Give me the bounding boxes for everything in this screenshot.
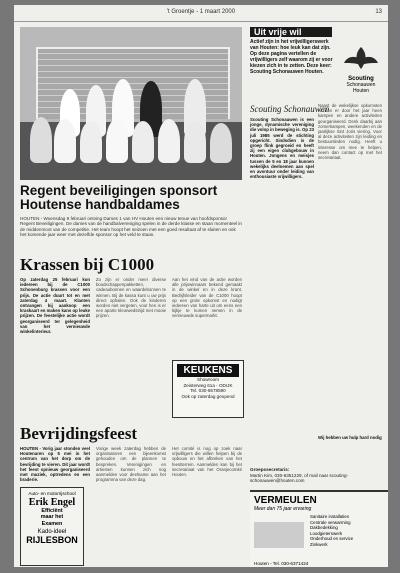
driving-school-line-1: Auto- en motorrijschool [28,491,76,496]
page-number: 13 [375,9,382,15]
driving-school-tag-1: Efficiënt [41,508,63,514]
scouting-column-2: Naast de wekelijkse opkomsten worden er door het jaar heen kampen en andere activiteiten georganiseerd. Denk daarbij aan zomerkampen, weekenden en de jaarlijkse Sint Joris viering. Voor al deze activiteiten zijn leiding en bestuursleden nodig. Heeft u interesse om mee te helpen, neem dan contact op met het secretariaat. [318,103,382,161]
scouting-column-1 [250,117,314,462]
player-figure [184,121,206,163]
scouting-text-1: Scouting Schonauwen is een jonge, dynamische vereniging die volop in beweging is. Op 23 juli 1985 werd de stichting opgericht. Sindsdien is de groep flink gegroeid en heeft zij een eigen clubgebouw in Houten. Jongens en meisjes tussen de 5 en 18 jaar kunnen wekelijks deelnemen aan spel en avontuur onder leiding van enthousiaste vrijwilligers. [250,117,314,180]
vermeulen-service: Sanitaire installaties [310,514,350,519]
vermeulen-ad[interactable] [250,490,388,567]
scouting-closing: Wij hebben uw hulp hard nodig [318,435,382,440]
keukens-logo: KEUKENS [177,364,239,377]
vermeulen-service: Loodgieterswerk [310,530,343,536]
vermeulen-van-image [254,522,304,548]
krassen-column-1 [20,277,90,417]
bevrijding-column-2: Vorige week zaterdag hebben de organisatoren een bijeenkomst gehouden om de plannen te bespreken. Verenigingen en artiesten kunnen zich nog aanmelden voor deelname aan het programma van deze dag. [96,446,166,483]
contact-body: Martin Kim, 030-6351229, of mail naar scouting-schonauwen@houten.com [250,472,349,484]
player-figure [106,119,128,163]
vermeulen-title: VERMEULEN [254,495,317,506]
player-figure [80,121,102,163]
player-figure [132,121,154,163]
vermeulen-subtitle: Meer dan 75 jaar ervaring [254,506,312,512]
scouting-logo-line-1: Scouting [348,76,374,82]
bevrijding-text-1: HOUTEN - Vorig jaar stonden veel Houtenaren op 5 mei in het centrum van het dorp om de bevrijding te vieren. Dit jaar wordt het feest opnieuw georganiseerd met muziek, optredens en een braderie. [20,446,90,483]
player-figure [210,123,232,163]
vermeulen-service: Dakbedekking [310,525,338,531]
player-figure [30,117,52,163]
krassen-column-2: Zo zijn er onder meer diverse boodschappenpakketten, cadeaubonnen en waardebonnen te winnen. Bij de kassa kunt u uw prijs direct ophalen. Ook de kinderen worden niet vergeten, voor hen is er een aparte kleurwedstrijd met mooie prijzen. [96,277,166,319]
keukens-line-3: Tel. 030-6578590 [190,388,226,394]
scouting-logo-line-2: Schonauwen [346,82,376,88]
scouting-title: Scouting Schonauwen [250,104,330,114]
team-photo [20,27,242,180]
bevrijding-headline: Bevrijdingsfeest [20,424,138,443]
page-header [14,5,388,22]
vermeulen-address: Houten - Tel. 030-6371424 [254,561,309,566]
driving-school-name: Erik Engel [28,497,76,508]
krassen-text-1: Op zaterdag 25 februari kon iedereen bij de C1000 Schonenburg krassen voor een prijs. De actie duurt tot en met zaterdag 4 maart. Klanten ontvangen bij aankoop een kraskaart en maken kans op leuke prijzen. De feestelijke actie wordt georganiseerd ter gelegenheid van het vernieuwde winkelinterieur. [20,277,90,335]
vermeulen-service: Onderhoud en service [310,536,354,542]
scouting-lily-icon [341,45,381,71]
driving-school-tag-2: maar het [40,514,64,521]
vermeulen-service: Zinkwerk [310,541,328,547]
header-dateline: 't Groentje - 1 maart 2000 [166,9,236,15]
contact-info [250,467,382,484]
contact-title: Groepssecretaris: [250,467,290,472]
driving-school-tag-3: Examen [41,520,63,527]
uit-yrije-wil-title: Uit vrije wil [250,27,332,37]
keukens-ad[interactable] [172,360,244,418]
krassen-headline: Krassen bij C1000 [20,255,155,274]
bevrijding-column-1 [20,446,90,484]
uit-yrije-wil-body: Actief zijn in het vrijwilligerswerk van Houten: hoe leuk kan dat zijn. Op deze pagina vertellen de vrijwilligers zelf waarom zij er voor kiezen zich in te zetten. Deze keer: Scouting Schonauwen Houten. [250,39,333,75]
driving-school-ad[interactable] [20,487,84,566]
scouting-logo-line-3: Houten [352,88,370,94]
player-figure [54,119,76,163]
vermeulen-services-list [310,514,384,548]
vermeulen-service: Centrale verwarming [310,519,351,525]
bevrijding-column-3: Het comité is nog op zoek naar vrijwilligers die willen helpen bij de opbouw en het afbreken van het feestterrein. Aanmelden kan bij het secretariaat van het Oranjecomité Houten. [172,446,242,478]
driving-school-place: RIJLESBON [26,535,78,546]
player-figure [158,119,180,163]
newspaper-page [14,5,388,567]
driving-school-line-2: Kado-ideel [37,529,67,536]
keukens-line-4: Ook op zaterdag geopend [181,393,235,399]
sponsor-lead: HOUTEN - Woensdag 9 februari ontving Dames 1 van HV Houten een nieuw tenue van hoofdsponsor Regent Beveiligingen. De dames van de handbalvereniging spelen in de derde klasse en staan momenteel in de middenmoot van de competitie. Het team hoopt het seizoen met een goed resultaat af te sluiten en ook het komende jaar weer met dezelfde sponsor op het veld te staan. [20,216,242,238]
scouting-logo [338,45,384,97]
keukens-line-1: Showroom [197,377,219,382]
krassen-column-3: Aan het eind van de actie worden alle prijswinnaars bekend gemaakt in de winkel en in deze krant. Bedrijfsleider van de C1000 hoopt op een grote opkomst en nodigt iedereen van harte uit om eens een kijkje te komen nemen in de vernieuwde supermarkt. [172,277,242,319]
keukens-line-2: Zeisterweg 61a - ODIJK [183,382,233,388]
sponsor-headline: Regent beveiligingen sponsort Houtense handbaldames [20,183,218,212]
